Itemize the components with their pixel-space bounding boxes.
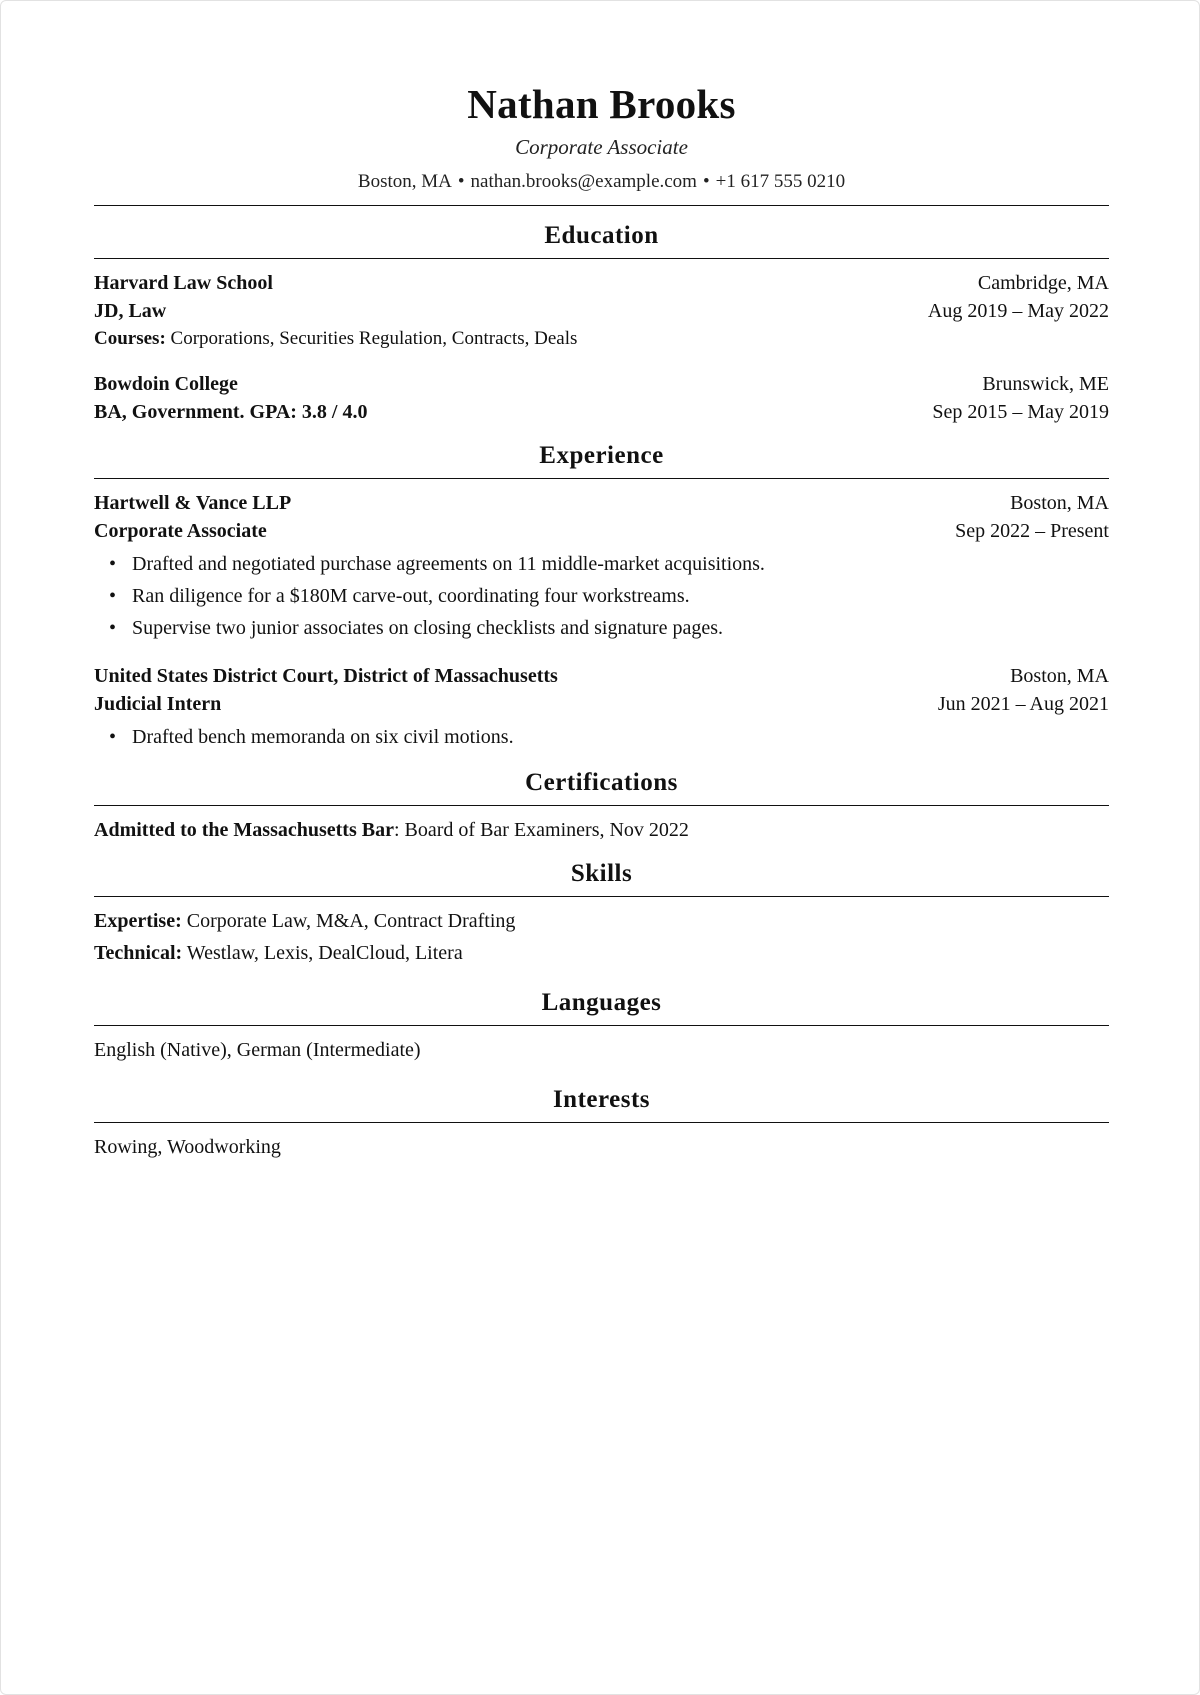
employer-name: United States District Court, District of Massachusetts: [94, 665, 558, 687]
education-entry: [94, 269, 1109, 352]
skills-technical-line: [94, 939, 1109, 967]
education-entry: [94, 370, 1109, 426]
contact-email: nathan.brooks@example.com: [470, 171, 697, 192]
degree: JD, Law: [94, 300, 167, 322]
bullet-item: • Drafted bench memoranda on six civil motions.: [94, 721, 1109, 753]
section-heading-experience: Experience: [94, 440, 1109, 479]
bullet-list: [94, 721, 1109, 753]
certification-item: [94, 816, 1109, 844]
education-dates: Sep 2015 – May 2019: [932, 401, 1109, 423]
bullet-list: [94, 548, 1109, 644]
candidate-name: Nathan Brooks: [467, 81, 736, 127]
contact-phone: +1 617 555 0210: [715, 171, 846, 192]
skills-expertise-label: Expertise:: [94, 910, 182, 932]
degree: BA, Government. GPA: 3.8 / 4.0: [94, 401, 368, 423]
bullet-item: • Drafted and negotiated purchase agreements on 11 middle-market acquisitions.: [94, 548, 1109, 580]
section-heading-interests: Interests: [94, 1084, 1109, 1123]
contact-location: Boston, MA: [357, 171, 452, 192]
employer-location: Boston, MA: [1010, 665, 1109, 687]
job-dates: Sep 2022 – Present: [955, 520, 1109, 542]
experience-section: [94, 440, 1109, 753]
skills-section: [94, 858, 1109, 967]
skills-technical-label: Technical:: [94, 942, 183, 964]
bullet-item: • Supervise two junior associates on closing checklists and signature pages.: [94, 612, 1109, 644]
education-dates: Aug 2019 – May 2022: [927, 300, 1109, 322]
header-divider: [94, 205, 1109, 206]
education-section: [94, 220, 1109, 426]
certification-detail: : Board of Bar Examiners, Nov 2022: [393, 819, 689, 841]
languages-text: English (Native), German (Intermediate): [94, 1039, 421, 1061]
contact-separator: •: [702, 171, 710, 192]
school-name: Bowdoin College: [94, 373, 238, 395]
section-heading-certifications: Certifications: [94, 767, 1109, 806]
languages-section: [94, 987, 1109, 1064]
job-role: Corporate Associate: [94, 520, 267, 542]
section-heading-skills: Skills: [94, 858, 1109, 897]
job-dates: Jun 2021 – Aug 2021: [937, 693, 1109, 715]
skills-technical-list: Westlaw, Lexis, DealCloud, Litera: [186, 942, 463, 964]
school-location: Brunswick, ME: [982, 373, 1109, 395]
experience-entry: [94, 489, 1109, 644]
job-role: Judicial Intern: [94, 693, 222, 715]
contact-separator: •: [457, 171, 465, 192]
courses-list: Corporations, Securities Regulation, Contracts, Deals: [170, 328, 578, 349]
certifications-section: [94, 767, 1109, 844]
skills-expertise-list: Corporate Law, M&A, Contract Drafting: [186, 910, 516, 932]
certification-name: Admitted to the Massachusetts Bar: [94, 819, 394, 841]
section-heading-languages: Languages: [94, 987, 1109, 1026]
interests-section: [94, 1084, 1109, 1161]
bullet-item: • Ran diligence for a $180M carve-out, coordinating four workstreams.: [94, 580, 1109, 612]
skills-expertise-line: [94, 907, 1109, 935]
section-heading-education: Education: [94, 220, 1109, 259]
candidate-title: Corporate Associate: [515, 135, 688, 159]
employer-location: Boston, MA: [1010, 492, 1109, 514]
school-name: Harvard Law School: [94, 272, 273, 294]
school-location: Cambridge, MA: [977, 272, 1109, 294]
courses-label: Courses:: [94, 328, 166, 349]
interests-text: Rowing, Woodworking: [94, 1136, 281, 1158]
contact-line: [94, 169, 1109, 195]
resume-content: [94, 79, 1109, 1161]
experience-entry: [94, 662, 1109, 753]
employer-name: Hartwell & Vance LLP: [94, 492, 292, 514]
courses-line: [94, 325, 1109, 352]
